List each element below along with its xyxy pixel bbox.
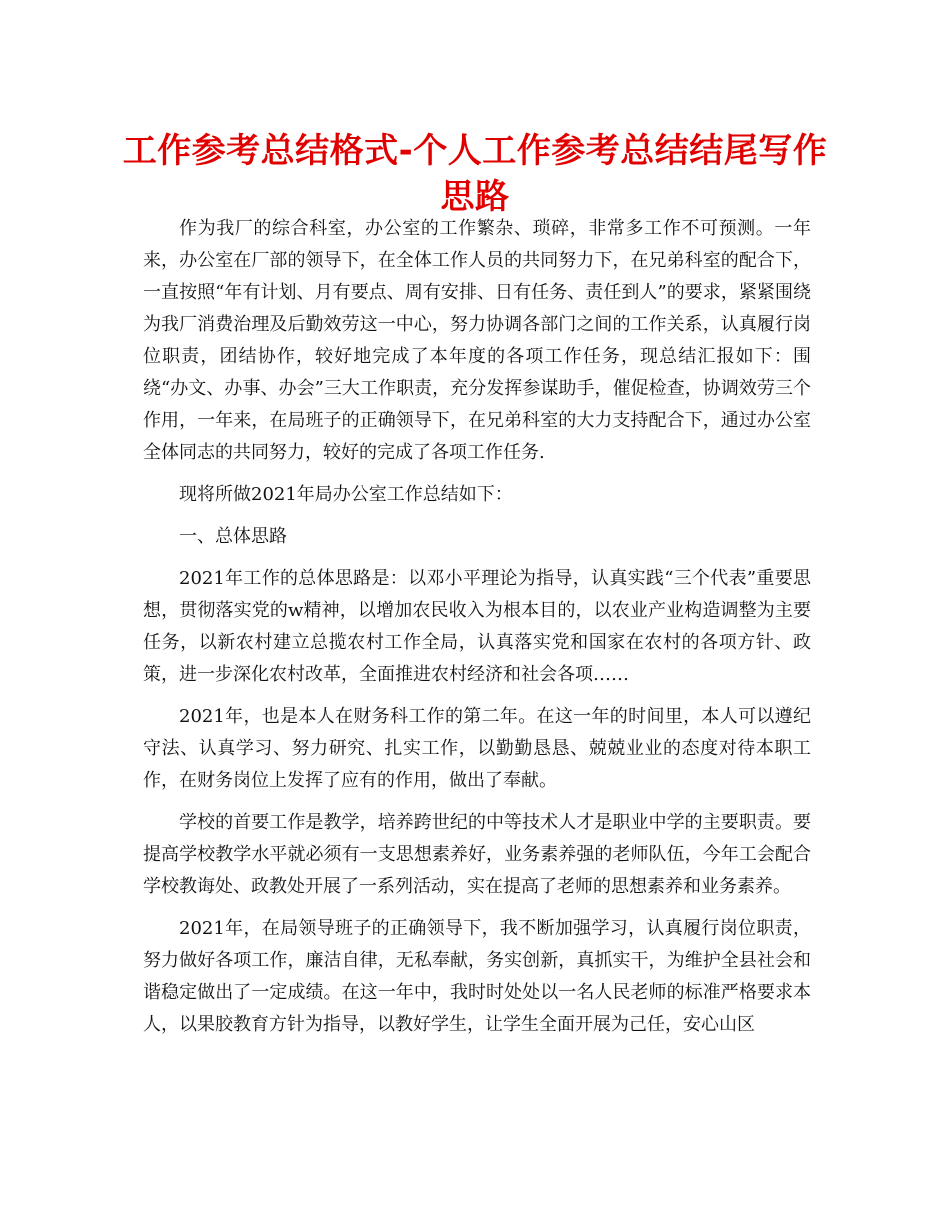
paragraph-intro: 作为我厂的综合科室，办公室的工作繁杂、琐碎，非常多工作不可预测。一年来，办公室在厂部的领导下，在全体工作人员的共同努力下，在兄弟科室的配合下，一直按照“年有计划、月有要点、周有安排、日有任务、责任到人”的要求，紧紧围绕为我厂消费治理及后勤效劳这一中心，努力协调各部门之间的工作关系，认真履行岗位职责，团结协作，较好地完成了本年度的各项工作任务，现总结汇报如下：围绕“办文、办事、办会”三大工作职责，充分发挥参谋助手，催促检查，协调效劳三个作用，一年来，在局班子的正确领导下，在兄弟科室的大力支持配合下，通过办公室全体同志的共同努力，较好的完成了各项工作任务. xyxy=(143,218,811,463)
paragraph-finance-work: 2021年，也是本人在财务科工作的第二年。在这一年的时间里，本人可以遵纪守法、认真学习、努力研究、扎实工作，以勤勤恳恳、兢兢业业的态度对待本职工作，在财务岗位上发挥了应有的作用，做出了奉献。 xyxy=(143,706,811,791)
paragraph-overall-approach: 2021年工作的总体思路是：以邓小平理论为指导，认真实践“三个代表”重要思想，贯彻落实党的w精神，以增加农民收入为根本目的，以农业产业构造调整为主要任务，以新农村建立总揽农村工作全局，认真落实党和国家在农村的各项方针、政策，进一步深化农村改革，全面推进农村经济和社会各项…… xyxy=(143,568,811,685)
paragraph-school-teaching: 学校的首要工作是教学，培养跨世纪的中等技术人才是职业中学的主要职责。要提高学校教学水平就必须有一支思想素养好，业务素养强的老师队伍，今年工会配合学校教诲处、政教处开展了一系列活动，实在提高了老师的思想素养和业务素养。 xyxy=(143,812,811,897)
paragraph-leadership-study: 2021年，在局领导班子的正确领导下，我不断加强学习，认真履行岗位职责，努力做好各项工作，廉洁自律，无私奉献，务实创新，真抓实干，为维护全县社会和谐稳定做出了一定成绩。在这一年中，我时时处处以一名人民老师的标准严格要求本人，以果胶教育方针为指导，以教好学生，让学生全面开展为己任，安心山区 xyxy=(143,918,811,1035)
document-title: 工作参考总结格式-个人工作参考总结结尾写作思路 xyxy=(122,131,828,217)
document-body xyxy=(143,213,811,1051)
paragraph-summary-lead: 现将所做2021年局办公室工作总结如下： xyxy=(179,484,513,505)
section-heading-overall-approach: 一、总体思路 xyxy=(179,526,287,547)
